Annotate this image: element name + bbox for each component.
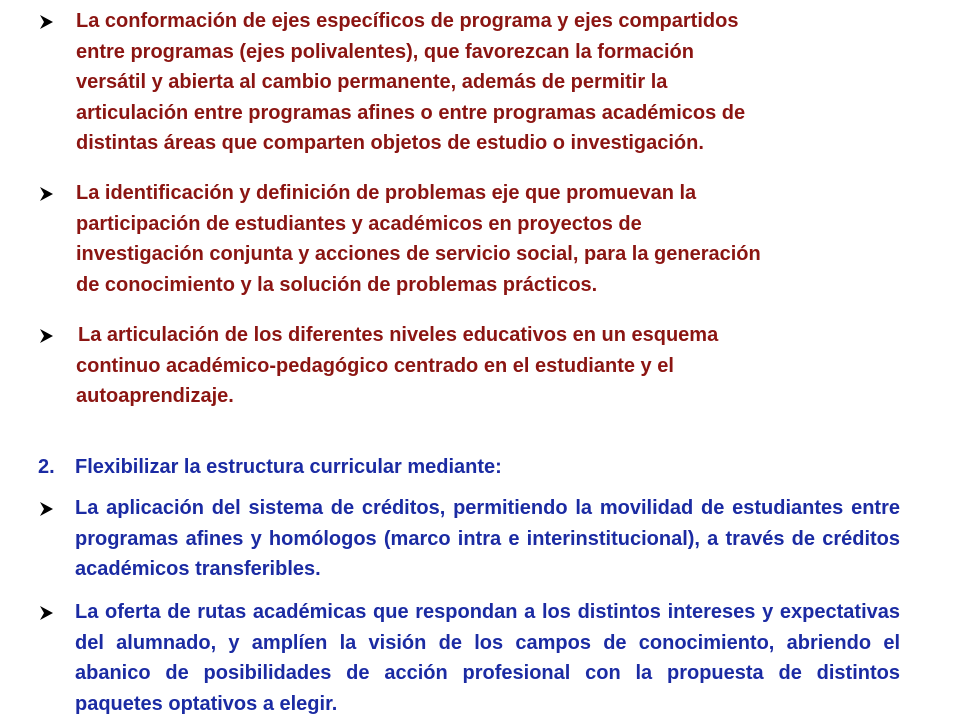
bullet-line: de conocimiento y la solución de problemas prácticos. xyxy=(76,273,598,296)
bullet-text: La oferta de rutas académicas que respondan a los distintos intereses y expectativas del alumnado, y amplíen la visión de los campos de conocimiento, abriendo el abanico de posibilidades de acción profesional con la propuesta de distintos paquetes optativos a elegir. xyxy=(75,601,900,715)
bullet-line: autoaprendizaje. xyxy=(76,385,234,408)
section-2-heading xyxy=(38,452,900,483)
bullet-text: La aplicación del sistema de créditos, permitiendo la movilidad de estudiantes entre programas afines y homólogos (marco intra e interinstitucional), a través de créditos académicos transferibles. xyxy=(75,497,900,581)
bullet-line: articulación entre programas afines o entre programas académicos de xyxy=(76,101,746,124)
bullet-creditos xyxy=(38,493,900,585)
bullet-rutas-academicas xyxy=(38,597,900,719)
section-heading-text: Flexibilizar la estructura curricular mediante: xyxy=(75,456,502,478)
bullet-line: La conformación de ejes específicos de programa y ejes compartidos xyxy=(76,10,739,32)
bullet-line: La identificación y definición de problemas eje que promuevan la xyxy=(76,182,697,204)
arrow-bullet-icon xyxy=(38,501,54,517)
bullet-niveles-educativos xyxy=(38,320,898,412)
bullet-problemas-eje xyxy=(38,178,898,300)
bullet-line: investigación conjunta y acciones de servicio social, para la generación xyxy=(76,243,761,266)
section-number: 2. xyxy=(38,456,55,478)
arrow-bullet-icon xyxy=(38,605,54,621)
bullet-line: continuo académico-pedagógico centrado en el estudiante y el xyxy=(76,354,674,377)
bullet-line: La articulación de los diferentes niveles educativos en un esquema xyxy=(78,324,719,346)
arrow-bullet-icon xyxy=(38,14,54,30)
bullet-ejes xyxy=(38,6,898,159)
bullet-line: participación de estudiantes y académicos en proyectos de xyxy=(76,212,642,235)
arrow-bullet-icon xyxy=(38,186,54,202)
bullet-line: versátil y abierta al cambio permanente, además de permitir la xyxy=(76,71,668,94)
arrow-bullet-icon xyxy=(38,328,54,344)
bullet-line: entre programas (ejes polivalentes), que favorezcan la formación xyxy=(76,40,694,63)
bullet-line: distintas áreas que comparten objetos de estudio o investigación. xyxy=(76,132,704,155)
